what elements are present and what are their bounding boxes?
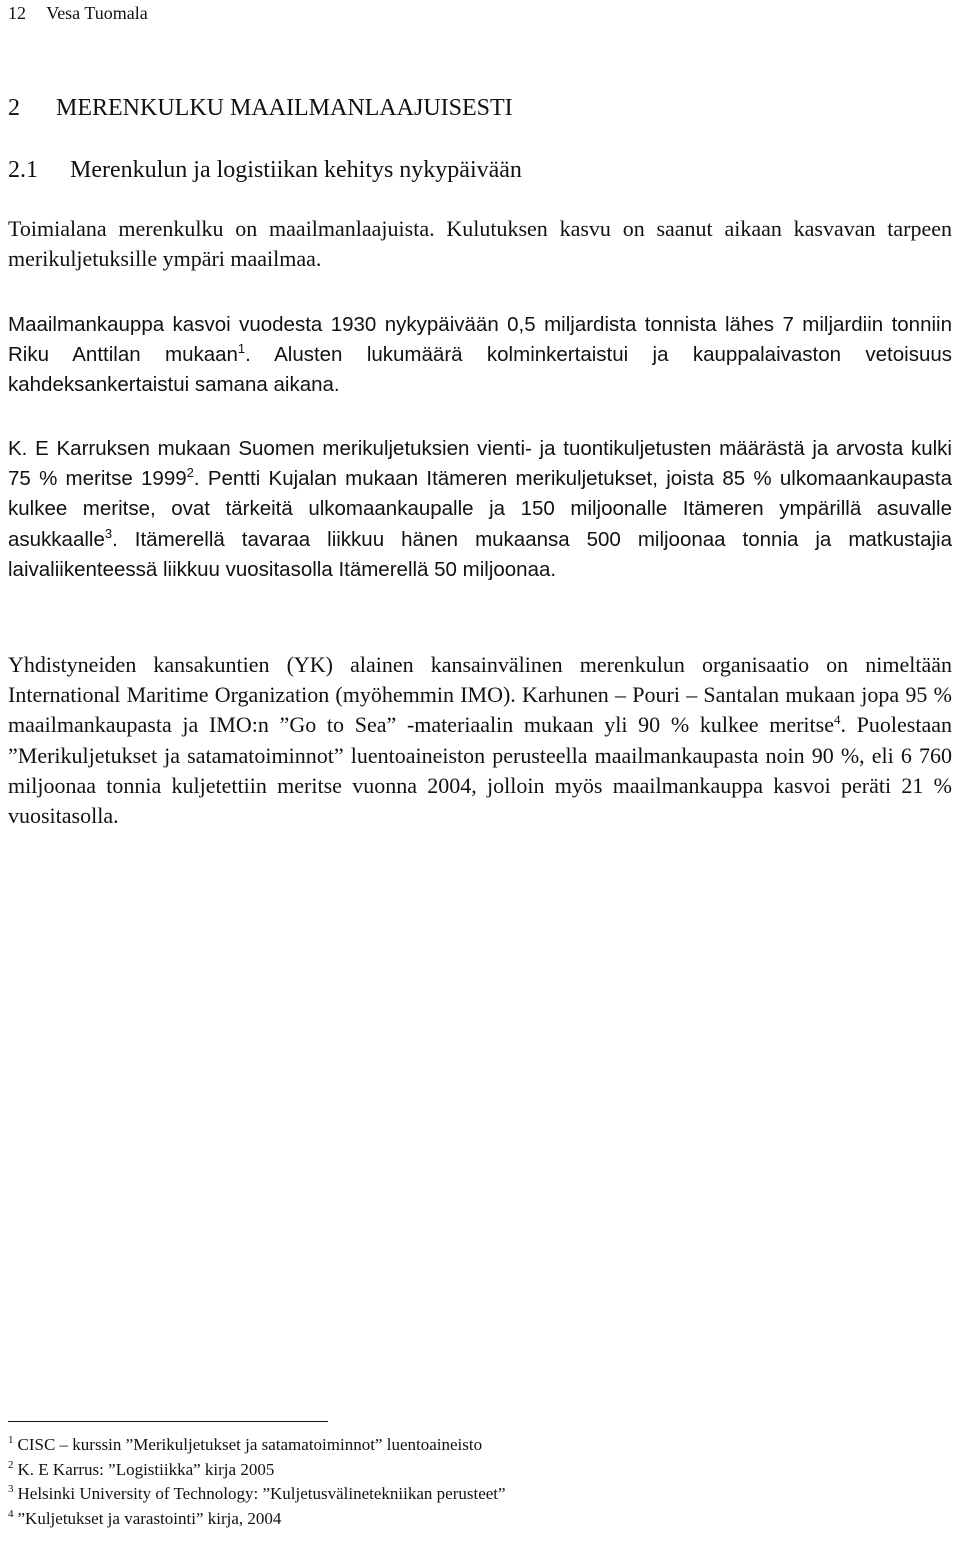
footnote-separator — [8, 1421, 328, 1422]
running-head-author: Vesa Tuomala — [46, 3, 148, 23]
paragraph-4-text-a: Yhdistyneiden kansakuntien (YK) alainen kansainvälinen merenkulun organisaatio on nimeltään International Maritime Organization (myöhemmin IMO). Karhunen – Pouri – Santalan mukaan jopa 95 % maailmankaupasta ja IMO:n ”Go to Sea” -materiaalin mukaan yli 90 % kulkee meritse — [8, 652, 952, 738]
paragraph-3-text-c: . Itämerellä tavaraa liikkuu hänen mukaansa 500 miljoonaa tonnia ja matkustajia laivaliikenteessä liikkuu vuositasolla Itämerellä 50 miljoonaa. — [8, 527, 952, 581]
paragraph-4 — [8, 650, 952, 831]
paragraph-2 — [8, 310, 952, 401]
page-number: 12 — [8, 3, 26, 23]
footnote-text: ”Kuljetukset ja varastointi” kirja, 2004 — [17, 1508, 282, 1528]
footnote-ref-4: 4 — [833, 712, 841, 728]
chapter-title: MERENKULKU MAAILMANLAAJUISESTI — [56, 95, 513, 121]
footnote-mark: 4 — [8, 1507, 14, 1520]
paragraph-4-text-b: . Puolestaan ”Merikuljetukset ja satamatoiminnot” luentoaineiston perusteella maailmankaupasta noin 90 %, eli 6 760 miljoonaa tonnia kuljetettiin meritse vuonna 2004, jolloin myös maailmankauppa kasvoi peräti 21 % vuositasolla. — [8, 712, 952, 829]
paragraph-2-text-a: Maailmankauppa kasvoi vuodesta 1930 nykypäivään 0,5 miljardista tonnista lähes 7 miljardiin tonniin Riku Anttilan mukaan — [8, 313, 952, 367]
paragraph-1 — [8, 214, 952, 274]
paragraph-3-text-a: K. E Karruksen mukaan Suomen merikuljetuksien vienti- ja tuontikuljetusten määrästä ja arvosta kulki 75 % meritse 1999 — [8, 437, 952, 491]
footnote-3 — [8, 1482, 506, 1507]
footnote-text: K. E Karrus: ”Logistiikka” kirja 2005 — [17, 1459, 275, 1479]
footnotes — [8, 1433, 506, 1531]
footnote-mark: 1 — [8, 1434, 14, 1446]
footnote-ref-2: 2 — [186, 465, 194, 481]
chapter-heading — [8, 93, 513, 123]
paragraph-2-text-b: . Alusten lukumäärä kolminkertaistui ja kauppalaivaston vetoisuus kahdeksankertaistui samana aikana. — [8, 343, 952, 397]
paragraph-1-text: Toimialana merenkulku on maailmanlaajuista. Kulutuksen kasvu on saanut aikaan kasvavan tarpeen merikuljetuksille ympäri maailmaa. — [8, 216, 952, 272]
footnote-1 — [8, 1433, 506, 1458]
paragraph-3 — [8, 434, 952, 585]
footnote-ref-3: 3 — [104, 525, 113, 541]
footnote-text: Helsinki University of Technology: ”Kuljetusvälinetekniikan perusteet” — [17, 1484, 506, 1503]
section-title: Merenkulun ja logistiikan kehitys nykypäivään — [70, 157, 522, 183]
footnote-2 — [8, 1458, 506, 1483]
section-number: 2.1 — [8, 157, 38, 183]
running-head — [8, 2, 148, 24]
footnote-mark: 2 — [8, 1458, 14, 1471]
section-heading — [8, 155, 522, 185]
footnote-text: CISC – kurssin ”Merikuljetukset ja satamatoiminnot” luentoaineisto — [17, 1435, 483, 1454]
footnote-mark: 3 — [8, 1483, 14, 1495]
chapter-number: 2 — [8, 95, 20, 121]
footnote-4 — [8, 1507, 506, 1532]
paragraph-3-text-b: . Pentti Kujalan mukaan Itämeren merikuljetukset, joista 85 % ulkomaankaupasta kulkee meritse, ovat tärkeitä ulkomaankaupalle ja 150 miljoonalle Itämeren ympärillä asuvalle asukkaalle — [8, 467, 952, 551]
footnote-ref-1: 1 — [237, 341, 246, 357]
